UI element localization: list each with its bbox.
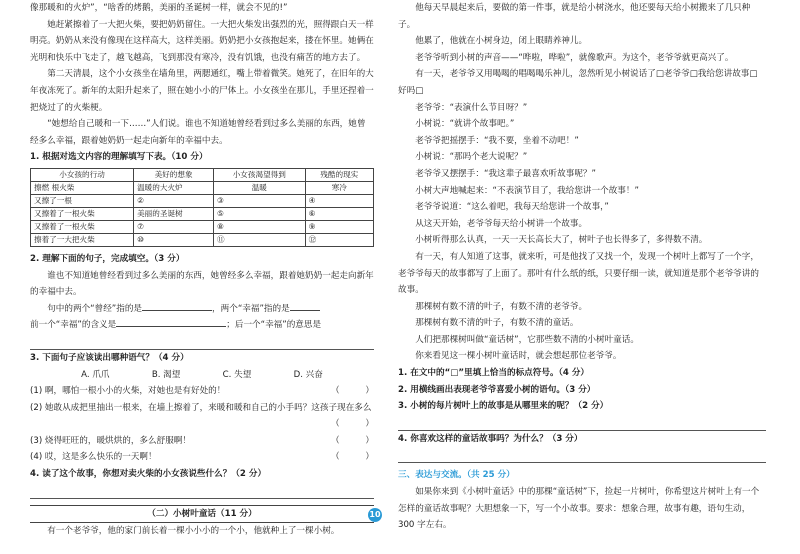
- answer-line[interactable]: [30, 483, 374, 499]
- dialogue-line: 小树大声地喊起来：“不表演节目了，我给您讲一个故事！”: [415, 185, 639, 196]
- table-cell[interactable]: ②: [134, 194, 214, 207]
- table-row: [31, 207, 374, 220]
- sentence-row: [30, 433, 374, 450]
- table-cell: 又擦着了一根火柴: [31, 207, 134, 220]
- option-list: [30, 367, 374, 384]
- dialogue-line: 老爷爷说道：“这么着吧，我每天给您讲一个故事，”: [415, 202, 609, 213]
- quoted-sentence: 谁也不知道她曾经看到过多么美丽的东西，她曾经多么幸福，跟着她奶奶一起走向新年的幸福中去。: [30, 270, 374, 298]
- table-header: 小女孩渴望得到: [214, 168, 306, 181]
- story-paragraph: 你来看见这一棵小树叶童话时，就会想起那位老爷爷。: [415, 351, 622, 362]
- table-cell[interactable]: ⑦: [134, 220, 214, 233]
- answer-line[interactable]: [30, 334, 374, 350]
- table-cell[interactable]: ⑨: [305, 220, 373, 233]
- question-1: 1. 根据对选文内容的理解填写下表。（10 分）: [30, 152, 208, 163]
- table-cell[interactable]: ⑫: [305, 233, 373, 246]
- sentence: (4) 哎，这是多么快乐的一天啊！: [30, 452, 157, 463]
- story-paragraph: “她想给自己暖和一下……”人们说。谁也不知道她曾经看到过多么美丽的东西，她曾经多么幸福，跟着她奶奶一起走向新年的幸福中去。: [30, 119, 366, 146]
- option: A. 爪爪: [81, 369, 110, 380]
- table-cell: 擦燃 根火柴: [31, 181, 134, 194]
- dialogue-line: 老爷爷把摇摆手：“我不要，坐着不动吧！”: [415, 135, 579, 146]
- answer-bracket[interactable]: （ ）: [331, 386, 374, 397]
- dialogue-line: 小树说：“就讲个故事吧。”: [415, 119, 515, 130]
- question-2: 2. 用横线画出表现老爷爷喜爱小树的语句。（3 分）: [398, 384, 596, 395]
- sentence: (2) 她敢从成把里抽出一根来，在墙上擦着了，来暖和暖和自己的小手吗？这孩子现在多么: [30, 402, 372, 413]
- table-cell[interactable]: ⑩: [134, 233, 214, 246]
- table-header: 残酷的现实: [305, 168, 373, 181]
- fill-prompt: ；后一个“幸福”的意思是: [226, 320, 322, 331]
- page-number: 10: [368, 508, 382, 522]
- question-1: 1. 在文中的“□”里填上恰当的标点符号。（4 分）: [398, 368, 590, 379]
- dialogue-line: 老爷爷又摆摆手：“我这辈子最喜欢听故事呢？”: [415, 168, 596, 179]
- question-3: 3. 下面句子应该读出哪种语气？（4 分）: [30, 352, 189, 363]
- table-cell[interactable]: 美丽的圣诞树: [134, 207, 214, 220]
- story-paragraph: 她赶紧擦着了一大把火柴，要把奶奶留住。一大把火柴发出强烈的光，照得跟白天一样明亮。奶奶从来没有像现在这样高大，这样美丽。奶奶把小女孩抱起来，搂在怀里。她俩在光明和快乐中飞走了，越飞越高，飞到那没有寒冷，没有饥饿，也没有痛苦的地方去了。: [30, 19, 374, 63]
- answer-bracket[interactable]: （ ）: [331, 452, 374, 463]
- right-column: [398, 0, 766, 534]
- story-paragraph: 有一天，老爷爷又用喝喝的唱喝喝乐神儿，忽然听见小树说话了□老爷爷□我给您讲故事□好吗□: [398, 69, 758, 96]
- sentence-row: [30, 416, 374, 433]
- section-3-title: 三、表达与交流。（共 25 分）: [398, 470, 515, 481]
- table-cell: 又擦着了一根火柴: [31, 220, 134, 233]
- table-row: [31, 194, 374, 207]
- answer-line[interactable]: [398, 447, 766, 463]
- answer-line[interactable]: [398, 415, 766, 431]
- table-row: [31, 220, 374, 233]
- answer-blank[interactable]: [142, 310, 212, 311]
- table-cell[interactable]: ⑪: [214, 233, 306, 246]
- story-paragraph: 他累了，他就在小树身边，闭上眼睛养神儿。: [415, 36, 588, 47]
- story-paragraph: 那棵树有数不清的叶子，有数不清的老爷爷。: [415, 301, 588, 312]
- section-2-title: （二）小树叶童话（11 分）: [30, 505, 374, 523]
- story-paragraph: 有一个老爷爷，他的家门前长着一棵小小小的一个小，他就种上了一棵小树。: [47, 525, 340, 536]
- answer-bracket[interactable]: （ ）: [331, 435, 374, 446]
- writing-prompt: 如果你来到《小树叶童话》中的那棵“童话树”下，捡起一片树叶，你希望这片树叶上有一个怎样的童话故事呢？大胆想象一下，写一个小故事。要求：想象合理，故事有趣，语句生动，300 字左右。: [398, 487, 760, 531]
- question-4: 4. 你喜欢这样的童话故事吗？为什么？（3 分）: [398, 433, 583, 444]
- story-paragraph: 他每天早晨起来后，要做的第一件事，就是给小树浇水，他还要每天给小树搬来了几只种子。: [398, 3, 751, 30]
- dialogue-line: 老爷爷：“表演什么节目呀？”: [415, 102, 528, 113]
- sentence-row: [30, 400, 374, 417]
- story-paragraph: 像那暖和的火炉”，“啥香的烤鹅，美丽的圣诞树一样，就会不见的!”: [30, 3, 288, 13]
- story-paragraph: 那棵树有数不清的叶子，有数不清的童话。: [415, 318, 579, 329]
- answer-table: [30, 168, 374, 247]
- option: C. 失望: [222, 369, 252, 380]
- table-row: [31, 181, 374, 194]
- option: D. 兴奋: [293, 369, 323, 380]
- story-paragraph: 第二天清晨，这个小女孩坐在墙角里，两腮通红，嘴上带着微笑。她死了，在旧年的大年夜冻死了。新年的太阳升起来了，照在她小小的尸体上。小女孩坐在那儿，手里还捏着一把烧过了的火柴梗。: [30, 69, 374, 113]
- sentence: (3) 烧得旺旺的，暖烘烘的，多么舒服啊！: [30, 435, 191, 446]
- table-row: [31, 233, 374, 246]
- table-cell[interactable]: ⑤: [214, 207, 306, 220]
- table-cell[interactable]: ⑧: [214, 220, 306, 233]
- table-cell[interactable]: 温暖: [214, 181, 306, 194]
- table-cell[interactable]: ③: [214, 194, 306, 207]
- story-paragraph: 有一天，有人知道了这事，就来听，可是他找了又找一个，发现一个树叶上都写了一个字，老爷爷每天的故事都写了上面了。那叶有什么纸的纸，只要仔细一读，就知道是那个老爷爷讲的故事。: [398, 251, 759, 296]
- fill-prompt: ，两个“幸福”指的是: [212, 303, 290, 314]
- left-column: [30, 0, 374, 539]
- table-cell[interactable]: ⑥: [305, 207, 373, 220]
- table-cell[interactable]: 寒冷: [305, 181, 373, 194]
- story-paragraph: 小树听得那么认真，一天一天长高长大了，树叶子也长得多了，多得数不清。: [415, 235, 708, 246]
- story-paragraph: 人们把那棵树叫做“童话树”，它那些数不清的小树叶童话。: [415, 334, 639, 345]
- question-4: 4. 读了这个故事，你想对卖火柴的小女孩说些什么？（2 分）: [30, 469, 267, 480]
- answer-blank[interactable]: [116, 326, 226, 327]
- story-paragraph: 从这天开始，老爷爷每天给小树讲一个故事。: [415, 218, 588, 229]
- table-cell[interactable]: 温暖的大火炉: [134, 181, 214, 194]
- table-cell: 擦着了一大把火柴: [31, 233, 134, 246]
- answer-blank[interactable]: [290, 310, 320, 311]
- fill-prompt: 前一个“幸福”的含义是: [30, 320, 117, 331]
- answer-bracket[interactable]: （ ）: [331, 419, 374, 430]
- question-2: 2. 理解下面的句子，完成填空。（3 分）: [30, 253, 185, 264]
- table-cell: 又擦了一根: [31, 194, 134, 207]
- story-paragraph: 老爷爷听到小树的声音——“哗啦，哗啦”，就像歌声。为这个，老爷爷就更高兴了。: [415, 52, 734, 63]
- dialogue-line: 小树说：“那吗个老大说呢？”: [415, 152, 528, 163]
- sentence-row: [30, 449, 374, 466]
- option: B. 渴望: [151, 369, 181, 380]
- sentence: (1) 啊，哪怕一根小小的火柴，对她也是有好处的！: [30, 386, 226, 397]
- fill-prompt: 句中的两个“曾经”指的是: [47, 303, 143, 314]
- table-header: 小女孩的行动: [31, 168, 134, 181]
- question-3: 3. 小树的每片树叶上的故事是从哪里来的呢？（2 分）: [398, 401, 609, 412]
- table-cell[interactable]: ④: [305, 194, 373, 207]
- table-header: 美好的想象: [134, 168, 214, 181]
- sentence-row: [30, 383, 374, 400]
